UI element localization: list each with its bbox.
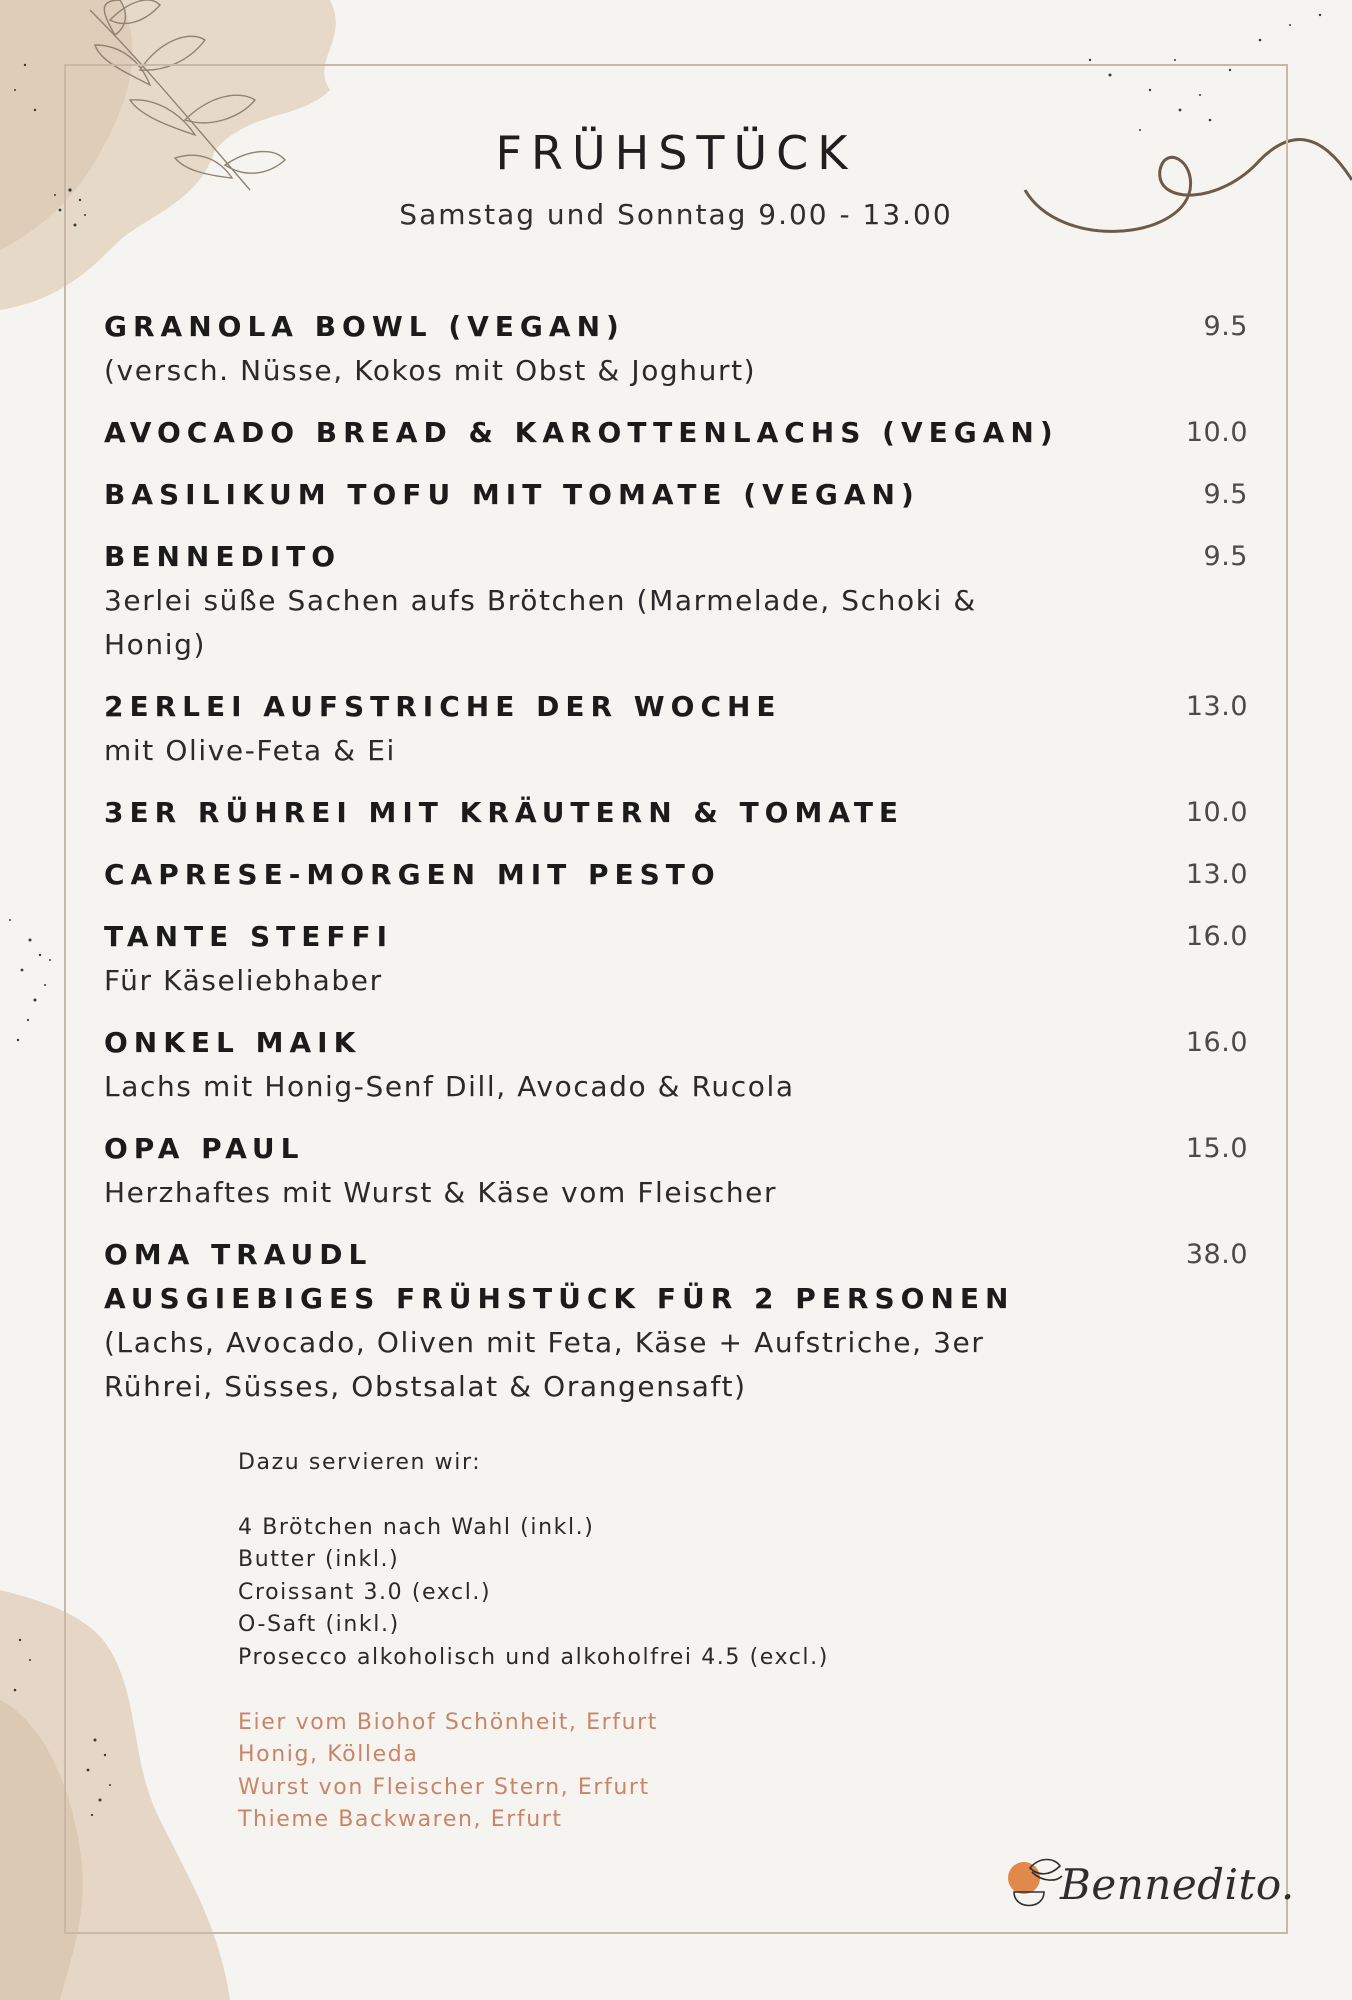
menu-item-description: mit Olive-Feta & Ei <box>104 734 396 767</box>
menu-item <box>104 1021 1248 1109</box>
menu-item-price: 16.0 <box>1185 1027 1248 1058</box>
menu-item-name: OPA PAUL <box>104 1132 305 1165</box>
menu-item-price: 10.0 <box>1185 417 1248 448</box>
menu-item-description: Lachs mit Honig-Senf Dill, Avocado & Rucola <box>104 1070 795 1103</box>
menu-item <box>104 791 1248 835</box>
brand-logo-text: Bennedito. <box>1060 1860 1295 1909</box>
menu-item-price: 9.5 <box>1203 311 1248 342</box>
menu-item-name: AVOCADO BREAD & KAROTTENLACHS (VEGAN) <box>104 416 1059 449</box>
menu-item-name: CAPRESE-MORGEN MIT PESTO <box>104 858 721 891</box>
extras-item: Prosecco alkoholisch und alkoholfrei 4.5 (excl.) <box>238 1644 829 1670</box>
menu-item-price: 13.0 <box>1185 691 1248 722</box>
menu-item <box>104 473 1248 517</box>
menu-item <box>104 915 1248 1003</box>
menu-item-price: 9.5 <box>1203 479 1248 510</box>
extras-item: Butter (inkl.) <box>238 1547 400 1573</box>
page-title: FRÜHSTÜCK <box>495 126 857 180</box>
menu-item <box>104 411 1248 455</box>
source-item: Wurst von Fleischer Stern, Erfurt <box>238 1774 650 1800</box>
menu-item-description: Honig) <box>104 628 207 661</box>
extras-intro: Dazu servieren wir: <box>238 1450 482 1475</box>
menu-item-description: Herzhaftes mit Wurst & Käse vom Fleischer <box>104 1176 778 1209</box>
menu-item-price: 15.0 <box>1185 1133 1248 1164</box>
menu-header <box>0 120 1352 231</box>
menu-item <box>104 1127 1248 1215</box>
menu-item-price: 10.0 <box>1185 797 1248 828</box>
menu-item-name: BASILIKUM TOFU MIT TOMATE (VEGAN) <box>104 478 920 511</box>
menu-item-name: OMA TRAUDL <box>104 1238 373 1271</box>
extras-list <box>238 1512 1038 1675</box>
extras-item: Croissant 3.0 (excl.) <box>238 1579 492 1605</box>
source-item: Honig, Kölleda <box>238 1742 419 1768</box>
extras-section <box>238 1447 1038 1837</box>
menu-item <box>104 853 1248 897</box>
source-item: Eier vom Biohof Schönheit, Erfurt <box>238 1709 659 1735</box>
menu-item-name: ONKEL MAIK <box>104 1026 362 1059</box>
menu-list <box>104 305 1248 1427</box>
menu-item-name: 2ERLEI AUFSTRICHE DER WOCHE <box>104 690 782 723</box>
opening-hours: Samstag und Sonntag 9.00 - 13.00 <box>399 198 953 231</box>
menu-item <box>104 305 1248 393</box>
menu-item-description: (Lachs, Avocado, Oliven mit Feta, Käse + Aufstriche, 3er <box>104 1326 985 1359</box>
sources-list <box>238 1707 1038 1837</box>
extras-item: 4 Brötchen nach Wahl (inkl.) <box>238 1514 595 1540</box>
menu-item <box>104 685 1248 773</box>
menu-item-price: 38.0 <box>1185 1239 1248 1270</box>
menu-item-description: (versch. Nüsse, Kokos mit Obst & Joghurt) <box>104 354 757 387</box>
menu-item-price: 13.0 <box>1185 859 1248 890</box>
menu-item-name: 3ER RÜHREI MIT KRÄUTERN & TOMATE <box>104 796 905 829</box>
menu-item-name: TANTE STEFFI <box>104 920 394 953</box>
source-item: Thieme Backwaren, Erfurt <box>238 1807 563 1833</box>
menu-item-price: 9.5 <box>1203 541 1248 572</box>
menu-item-description: 3erlei süße Sachen aufs Brötchen (Marmelade, Schoki & <box>104 584 977 617</box>
menu-item <box>104 535 1248 667</box>
menu-item-description: Für Käseliebhaber <box>104 964 383 997</box>
menu-item-description: Rührei, Süsses, Obstsalat & Orangensaft) <box>104 1370 747 1403</box>
menu-item-name: GRANOLA BOWL (VEGAN) <box>104 310 625 343</box>
brand-logo <box>1000 1848 1295 1928</box>
menu-item-subtitle: AUSGIEBIGES FRÜHSTÜCK FÜR 2 PERSONEN <box>104 1282 1015 1315</box>
menu-item-name: BENNEDITO <box>104 540 342 573</box>
extras-item: O-Saft (inkl.) <box>238 1612 400 1638</box>
menu-item-price: 16.0 <box>1185 921 1248 952</box>
menu-item <box>104 1233 1248 1409</box>
